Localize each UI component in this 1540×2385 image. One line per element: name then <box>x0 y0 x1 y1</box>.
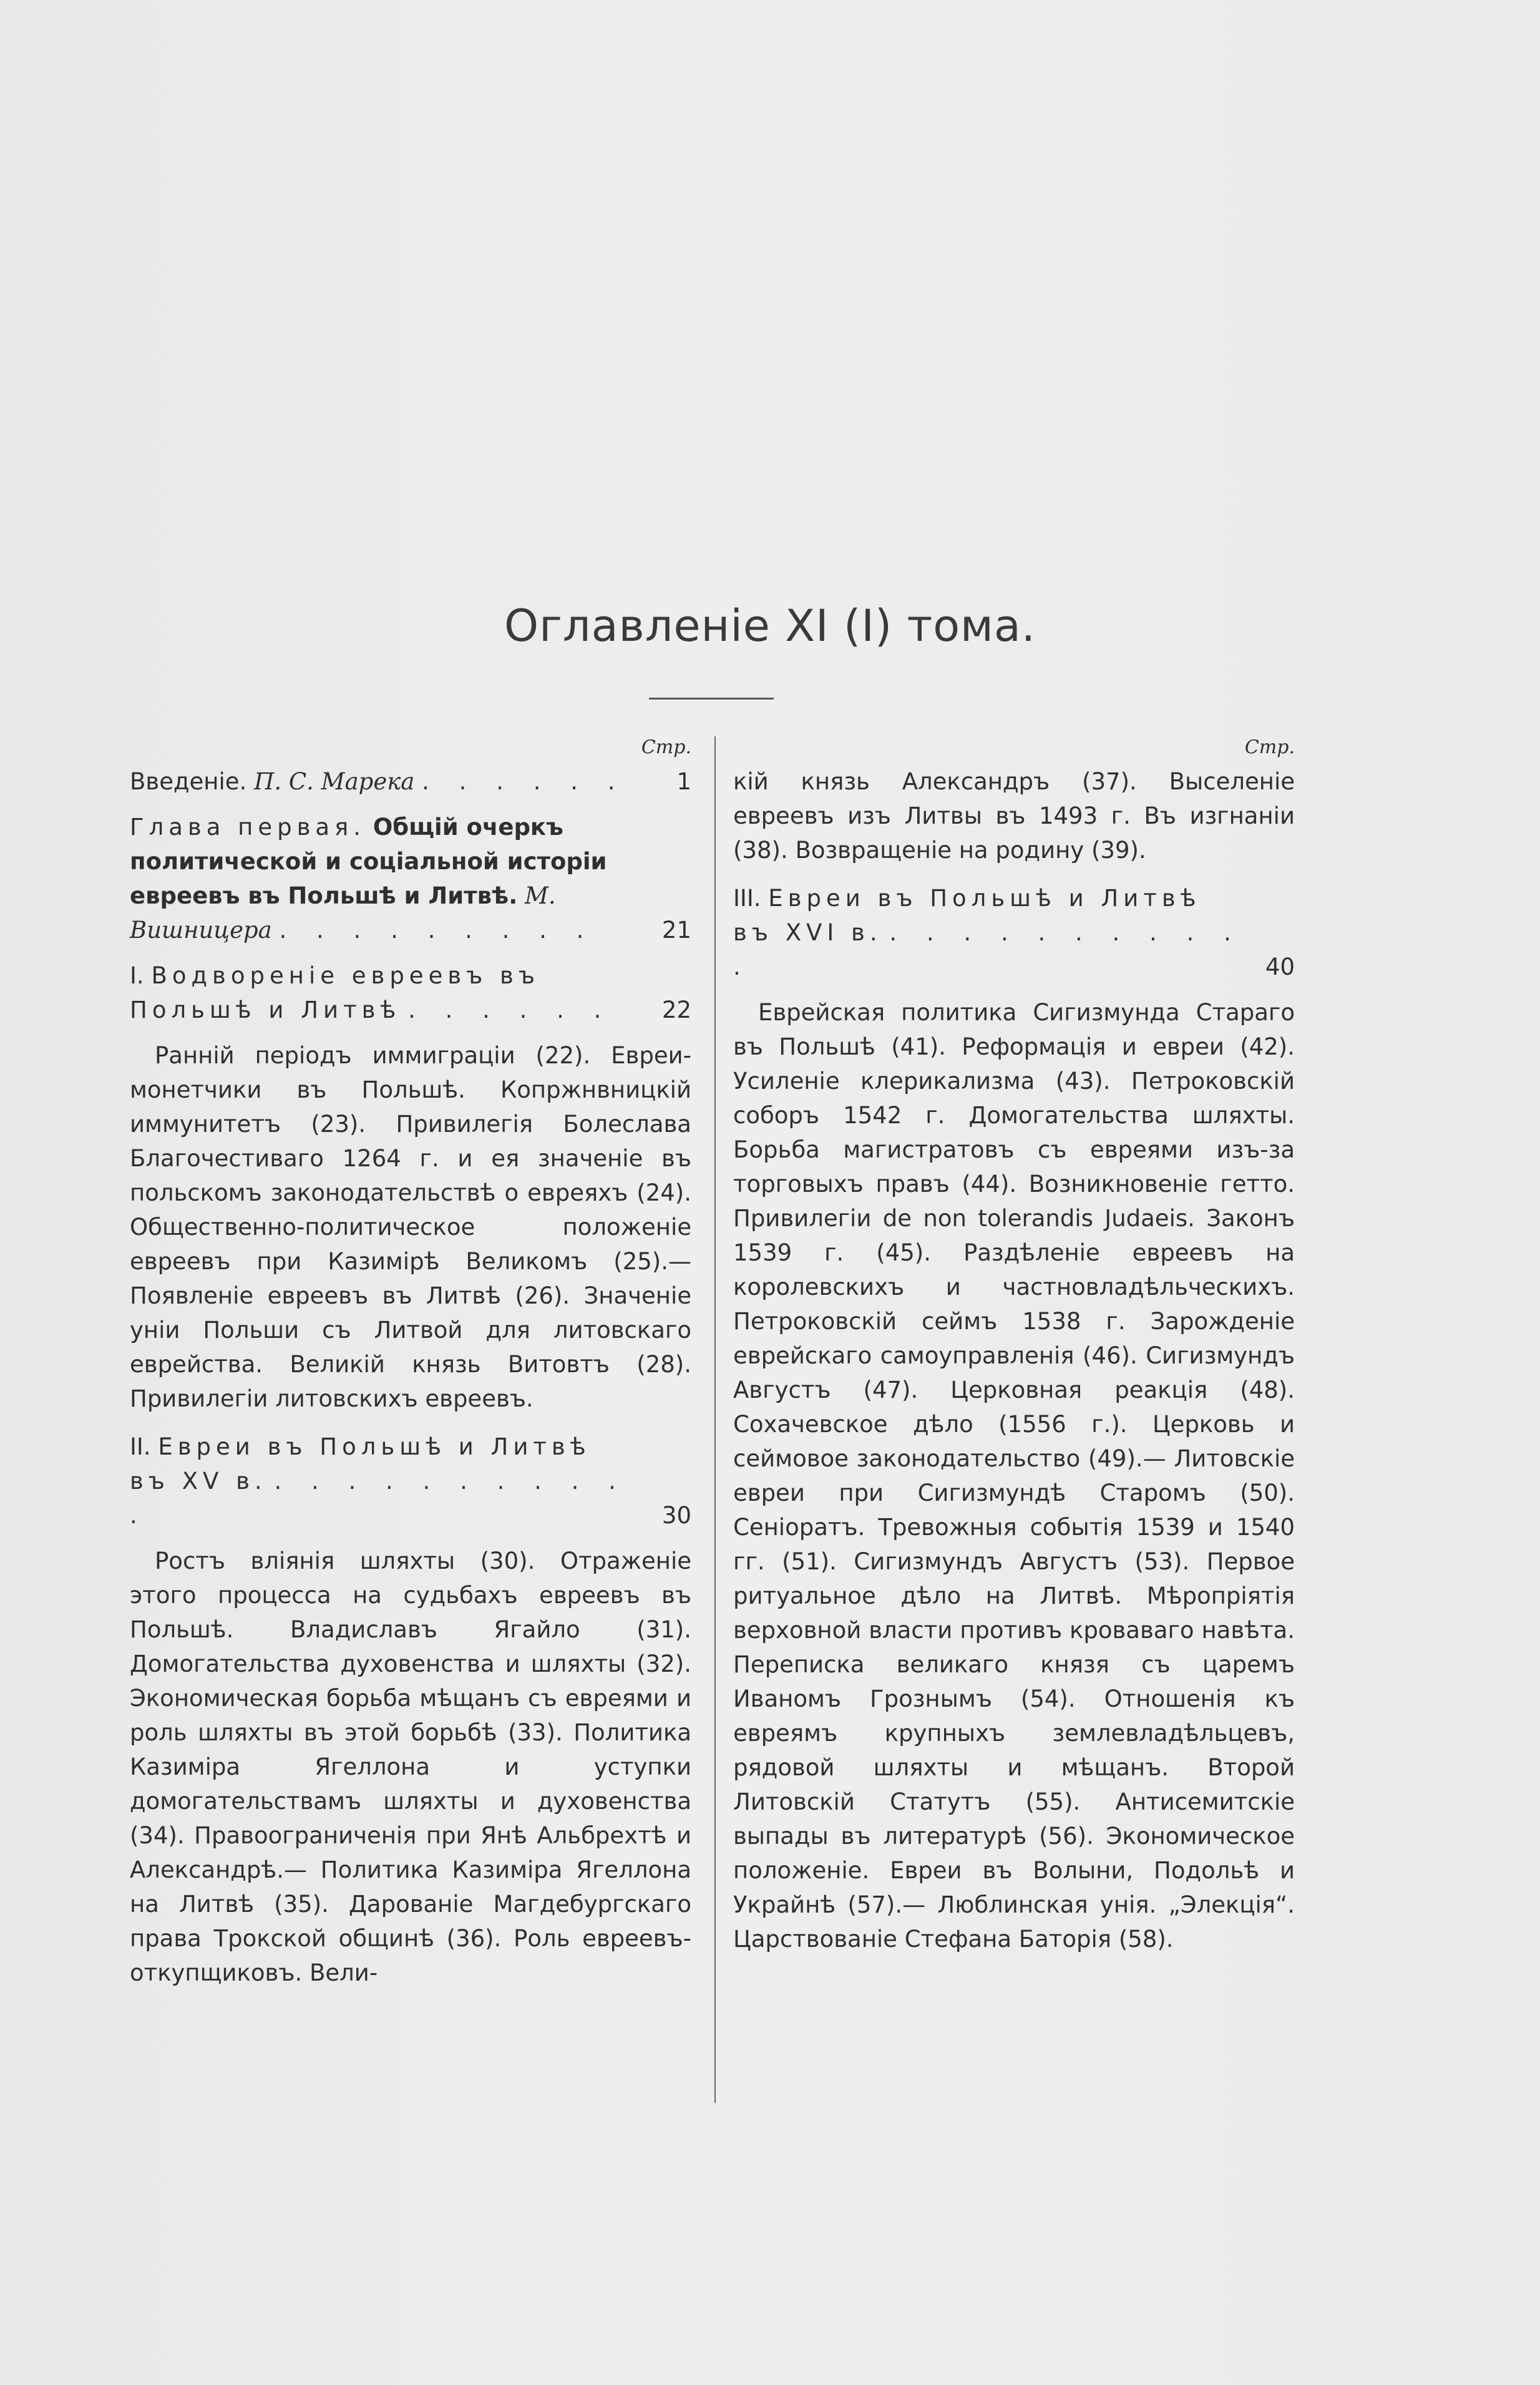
page-column-label-right: Стр. <box>1244 736 1295 758</box>
chapter-1-title: Общій очеркъ политической и соціальной исторіи евреевъ въ Польшѣ и Литвѣ. <box>130 814 607 909</box>
toc-entry-section-2 <box>130 1430 691 1533</box>
section-1-leader: . . . . . . <box>408 997 613 1023</box>
title-underline <box>649 698 774 700</box>
page-title: Оглавленіе XI (I) тома. <box>504 600 1036 651</box>
section-3-leader: . . . . . . . . . . . <box>733 919 1242 980</box>
intro-page-number: 1 <box>676 768 691 795</box>
left-column <box>130 730 691 2004</box>
section-2-summary: Ростъ вліянія шляхты (30). Отраженіе этого процесса на судьбахъ евреевъ въ Польшѣ. Владиславъ Ягайло (31). Домогательства духовенства и шляхты (32). Экономическая борьба мѣщанъ съ евреями и роль шляхты въ этой борьбѣ (33). Политика Казиміра Ягеллона и уступки домогательствамъ шляхты и духовенства (34). Правоограниченія при Янѣ Альбрехтѣ и Александрѣ.— Политика Казиміра Ягеллона на Литвѣ (35). Дарованіе Магдебургскаго права Трокской общинѣ (36). Роль евреевъ-откупщиковъ. Вели- <box>130 1548 691 1986</box>
section-3-number: III. <box>733 885 761 912</box>
toc-entry-section-1 <box>130 958 691 1027</box>
column-divider <box>714 736 716 2103</box>
page-column-label-left: Стр. <box>641 736 691 758</box>
section-3-summary: Еврейская политика Сигизмунда Стараго въ Польшѣ (41). Реформація и евреи (42). Усиленіе клерикализма (43). Петроковскій соборъ 1542 г. Домогательства шляхты. Борьба магистратовъ съ евреями изъ-за торговыхъ правъ (44). Возникновеніе гетто. Привилегіи de non tolerandis Judaeis. Законъ 1539 г. (45). Раздѣленіе евреевъ на королевскихъ и частновладѣльческихъ. Петроковскій сеймъ 1538 г. Зарожденіе еврейскаго самоуправленія (46). Сигизмундъ Августъ (47). Церковная реакція (48). Сохачевское дѣло (1556 г.). Церковь и сеймовое законодательство (49).— Литовскіе евреи при Сигизмундѣ Старомъ (50). Сеніоратъ. Тревожныя событія 1539 и 1540 гг. (51). Сигизмундъ Августъ (53). Первое ритуальное дѣло на Литвѣ. Мѣропріятія верховной власти противъ кроваваго навѣта. Переписка великаго князя съ царемъ Иваномъ Грознымъ (54). Отношенія къ евреямъ крупныхъ землевладѣльцевъ, рядовой шляхты и мѣщанъ. Второй Литовскій Статутъ (55). Антисемитскіе выпады въ литературѣ (56). Экономическое положеніе. Евреи въ Волыни, Подольѣ и Украйнѣ (57).— Люблинская унія. „Элекція“. Царствованіе Стефана Баторія (58). <box>733 999 1295 1953</box>
section-2-number: II. <box>130 1433 151 1460</box>
section-1-number: I. <box>130 962 144 989</box>
chapter-1-author: М. Вишницера <box>130 882 556 944</box>
chapter-1-heading: Глава первая. <box>130 814 366 841</box>
section-3-page-number: 40 <box>1265 954 1295 980</box>
section-2-title: Евреи въ Польшѣ и Литвѣ въ XV в. <box>130 1433 591 1495</box>
intro-author: П. С. Марека <box>254 768 415 795</box>
section-2-summary-continued: кій князь Александръ (37). Выселеніе евреевъ изъ Литвы въ 1493 г. Въ изгнаніи (38). Возвращеніе на родину (39). <box>733 768 1295 864</box>
intro-leader: . . . . . . <box>422 768 626 795</box>
toc-entry-chapter-1 <box>130 810 691 947</box>
section-1-summary: Ранній періодъ иммиграціи (22). Евреи-монетчики въ Польшѣ. Копржнвницкій иммунитетъ (23). Привилегія Болеслава Благочестиваго 1264 г. и ея значеніе въ польскомъ законодательствѣ о евреяхъ (24). Общественно-политическое положеніе евреевъ при Казимірѣ Великомъ (25).— Появленіе евреевъ въ Литвѣ (26). Значеніе уніи Польши съ Литвой для литовскаго еврейства. Великій князь Витовтъ (28). Привилегіи литовскихъ евреевъ. <box>130 1042 691 1412</box>
section-2-page-number: 30 <box>661 1502 691 1529</box>
section-1-page-number: 22 <box>661 997 691 1023</box>
toc-entry-intro <box>130 764 691 799</box>
chapter-1-leader: . . . . . . . . . <box>279 917 595 944</box>
section-2-leader: . . . . . . . . . . . <box>130 1468 627 1529</box>
section-3-title: Евреи въ Польшѣ и Литвѣ въ XVI в. <box>733 885 1201 946</box>
right-column <box>733 730 1295 1970</box>
intro-label: Введеніе. <box>130 768 247 795</box>
toc-entry-section-3 <box>733 881 1295 984</box>
chapter-1-page-number: 21 <box>661 917 691 944</box>
section-1-title: Водвореніе евреевъ въ Польшѣ и Литвѣ <box>130 962 540 1023</box>
